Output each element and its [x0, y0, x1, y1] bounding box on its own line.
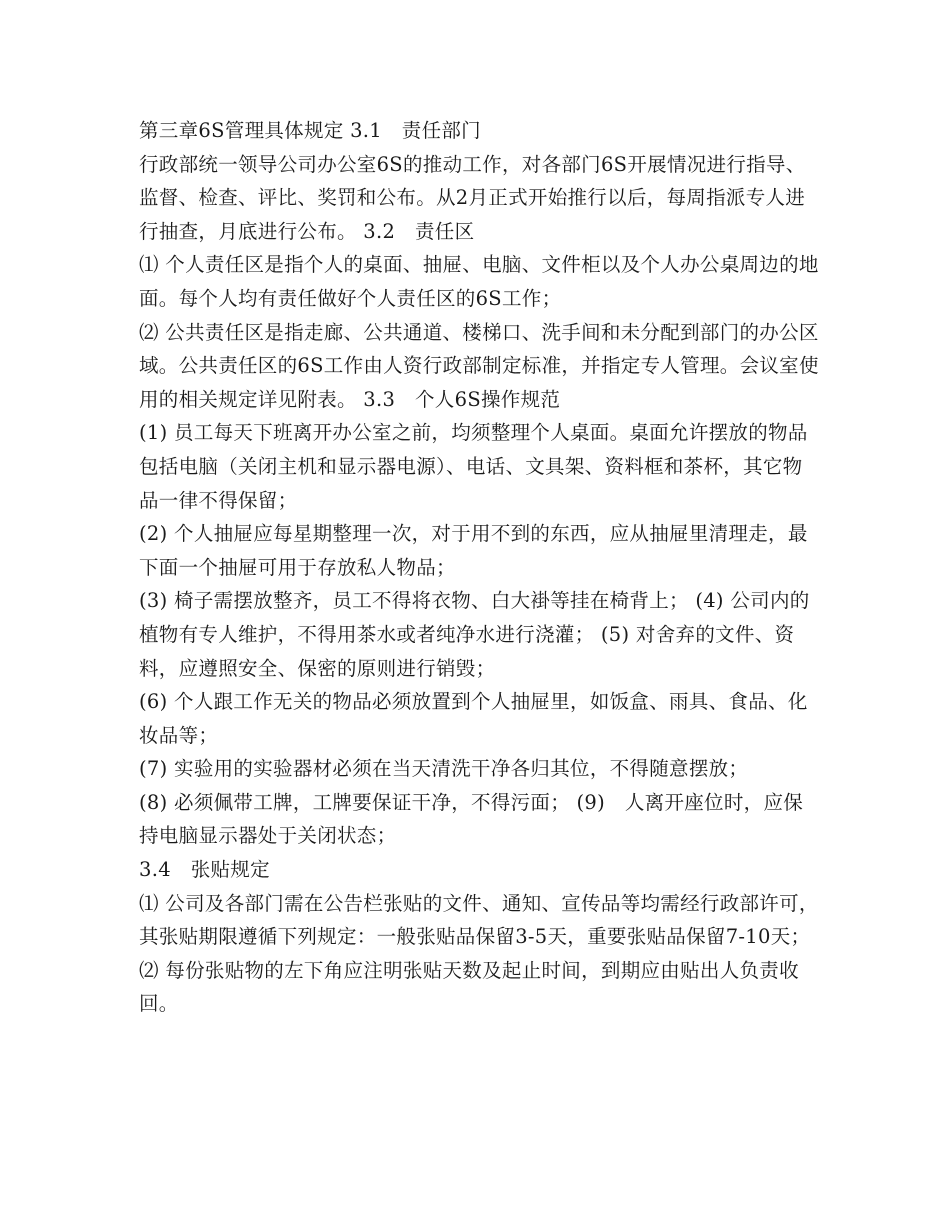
paragraph-public-area: ⑵ 公共责任区是指走廊、公共通道、楼梯口、洗手间和未分配到部门的办公区域。公共责任区的6S工作由人资行政部制定标准，并指定专人管理。会议室使用的相关规定详见附表。 3.3 个人6S操作规范	[139, 320, 819, 411]
paragraph-rule-7: (7) 实验用的实验器材必须在当天清洗干净各归其位，不得随意摆放；	[139, 757, 749, 781]
paragraph-rule-1: (1) 员工每天下班离开办公室之前，均须整理个人桌面。桌面允许摆放的物品包括电脑（关闭主机和显示器电源）、电话、文具架、资料框和茶杯，其它物品一律不得保留；	[139, 421, 808, 512]
paragraph-rule-6: (6) 个人跟工作无关的物品必须放置到个人抽屉里，如饭盒、雨具、食品、化妆品等；	[139, 690, 808, 747]
paragraph-posting-1: ⑴ 公司及各部门需在公告栏张贴的文件、通知、宣传品等均需经行政部许可，其张贴期限遵循下列规定：一般张贴品保留3-5天，重要张贴品保留7-10天；	[139, 891, 819, 949]
paragraph-rule-2: (2) 个人抽屉应每星期整理一次，对于用不到的东西，应从抽屉里清理走，最下面一个抽屉可用于存放私人物品；	[139, 522, 808, 579]
paragraph-personal-area: ⑴ 个人责任区是指个人的桌面、抽屉、电脑、文件柜以及个人办公桌周边的地面。每个人均有责任做好个人责任区的6S工作；	[139, 253, 819, 310]
chapter-heading: 第三章6S管理具体规定 3.1 责任部门	[139, 119, 481, 142]
document-body	[139, 114, 819, 1021]
paragraph-rule-8-9: (8) 必须佩带工牌，工牌要保证干净，不得污面； (9) 人离开座位时，应保持电脑显示器处于关闭状态；	[139, 790, 804, 848]
section-heading-posting: 3.4 张贴规定	[139, 858, 270, 882]
paragraph-rule-3-5: (3) 椅子需摆放整齐，员工不得将衣物、白大褂等挂在椅背上； (4) 公司内的植物有专人维护，不得用茶水或者纯净水进行浇灌； (5) 对舍弃的文件、资料，应遵照安全、保密的原则进行销毁；	[139, 589, 810, 680]
paragraph-posting-2: ⑵ 每份张贴物的左下角应注明张贴天数及起止时间，到期应由贴出人负责收回。	[139, 958, 799, 1016]
paragraph-responsible-department: 行政部统一领导公司办公室6S的推动工作，对各部门6S开展情况进行指导、监督、检查、评比、奖罚和公布。从2月正式开始推行以后，每周指派专人进行抽查，月底进行公布。 3.2 责任区	[139, 152, 806, 243]
